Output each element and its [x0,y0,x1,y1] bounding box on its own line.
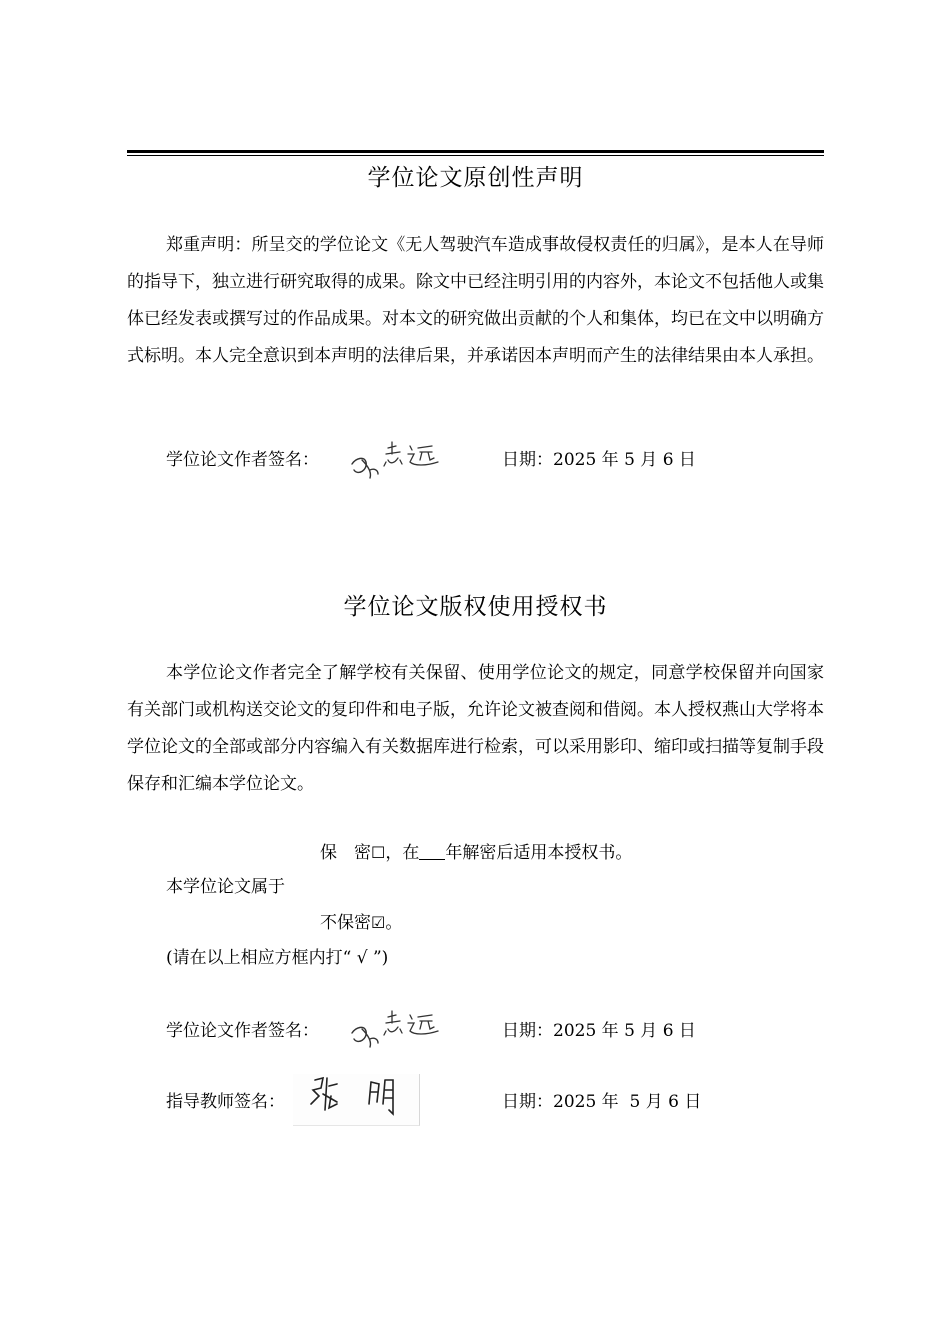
secret-tail-a: ，在 [385,843,420,863]
advisor-signature-scan [293,1074,420,1126]
secret-checkbox[interactable]: ☐ [371,843,386,862]
not-secret-tail: 。 [385,913,403,933]
declaration-body: 郑重声明：所呈交的学位论文《无人驾驶汽车造成事故侵权责任的归属》，是本人在导师的指导下，独立进行研究取得的成果。除文中已经注明引用的内容外，本论文不包括他人或集体已经发表或撰写过的作品成果。对本文的研究做出贡献的个人和集体，均已在文中以明确方式标明。本人完全意识到本声明的法律后果，并承诺因本声明而产生的法律结果由本人承担。 [127,235,824,366]
not-secret-checkbox[interactable]: ☑ [371,913,386,932]
authorization-author-sign-label: 学位论文作者签名： [166,1021,319,1041]
secret-tail-b: 年解密后适用本授权书。 [445,843,633,863]
declaration-date-value: 2025 年 5 月 6 日 [553,450,696,470]
advisor-sign-label: 指导教师签名： [166,1092,285,1112]
top-rule-thick [127,150,824,153]
authorization-author-date-value: 2025 年 5 月 6 日 [553,1021,696,1041]
declaration-date [502,448,696,472]
secret-option-line [320,841,632,865]
advisor-date [502,1090,701,1114]
declaration-title: 学位论文原创性声明 [367,165,584,191]
authorization-author-date-label: 日期： [502,1021,553,1041]
declaration-author-signature [348,440,443,482]
advisor-date-label: 日期： [502,1092,553,1112]
top-rule-thin [127,155,824,156]
checkbox-instruction: (请在以上相应方框内打“ √ ”) [166,948,389,968]
declaration-date-label: 日期： [502,450,553,470]
declaration-author-sign-label: 学位论文作者签名： [166,450,319,470]
advisor-date-value: 2025 年 5 月 6 日 [553,1092,702,1112]
belongs-label: 本学位论文属于 [166,877,285,897]
secret-label: 保 密 [320,843,371,863]
authorization-author-signature [348,1009,443,1051]
not-secret-option-line [320,911,402,935]
authorization-author-date [502,1019,696,1043]
authorization-title: 学位论文版权使用授权书 [343,594,608,620]
advisor-signature [293,1074,419,1125]
authorization-body: 本学位论文作者完全了解学校有关保留、使用学位论文的规定，同意学校保留并向国家有关部门或机构送交论文的复印件和电子版，允许论文被查阅和借阅。本人授权燕山大学将本学位论文的全部或部分内容编入有关数据库进行检索，可以采用影印、缩印或扫描等复制手段保存和汇编本学位论文。 [127,663,824,794]
not-secret-label: 不保密 [320,913,371,933]
secret-years-blank [419,843,445,860]
